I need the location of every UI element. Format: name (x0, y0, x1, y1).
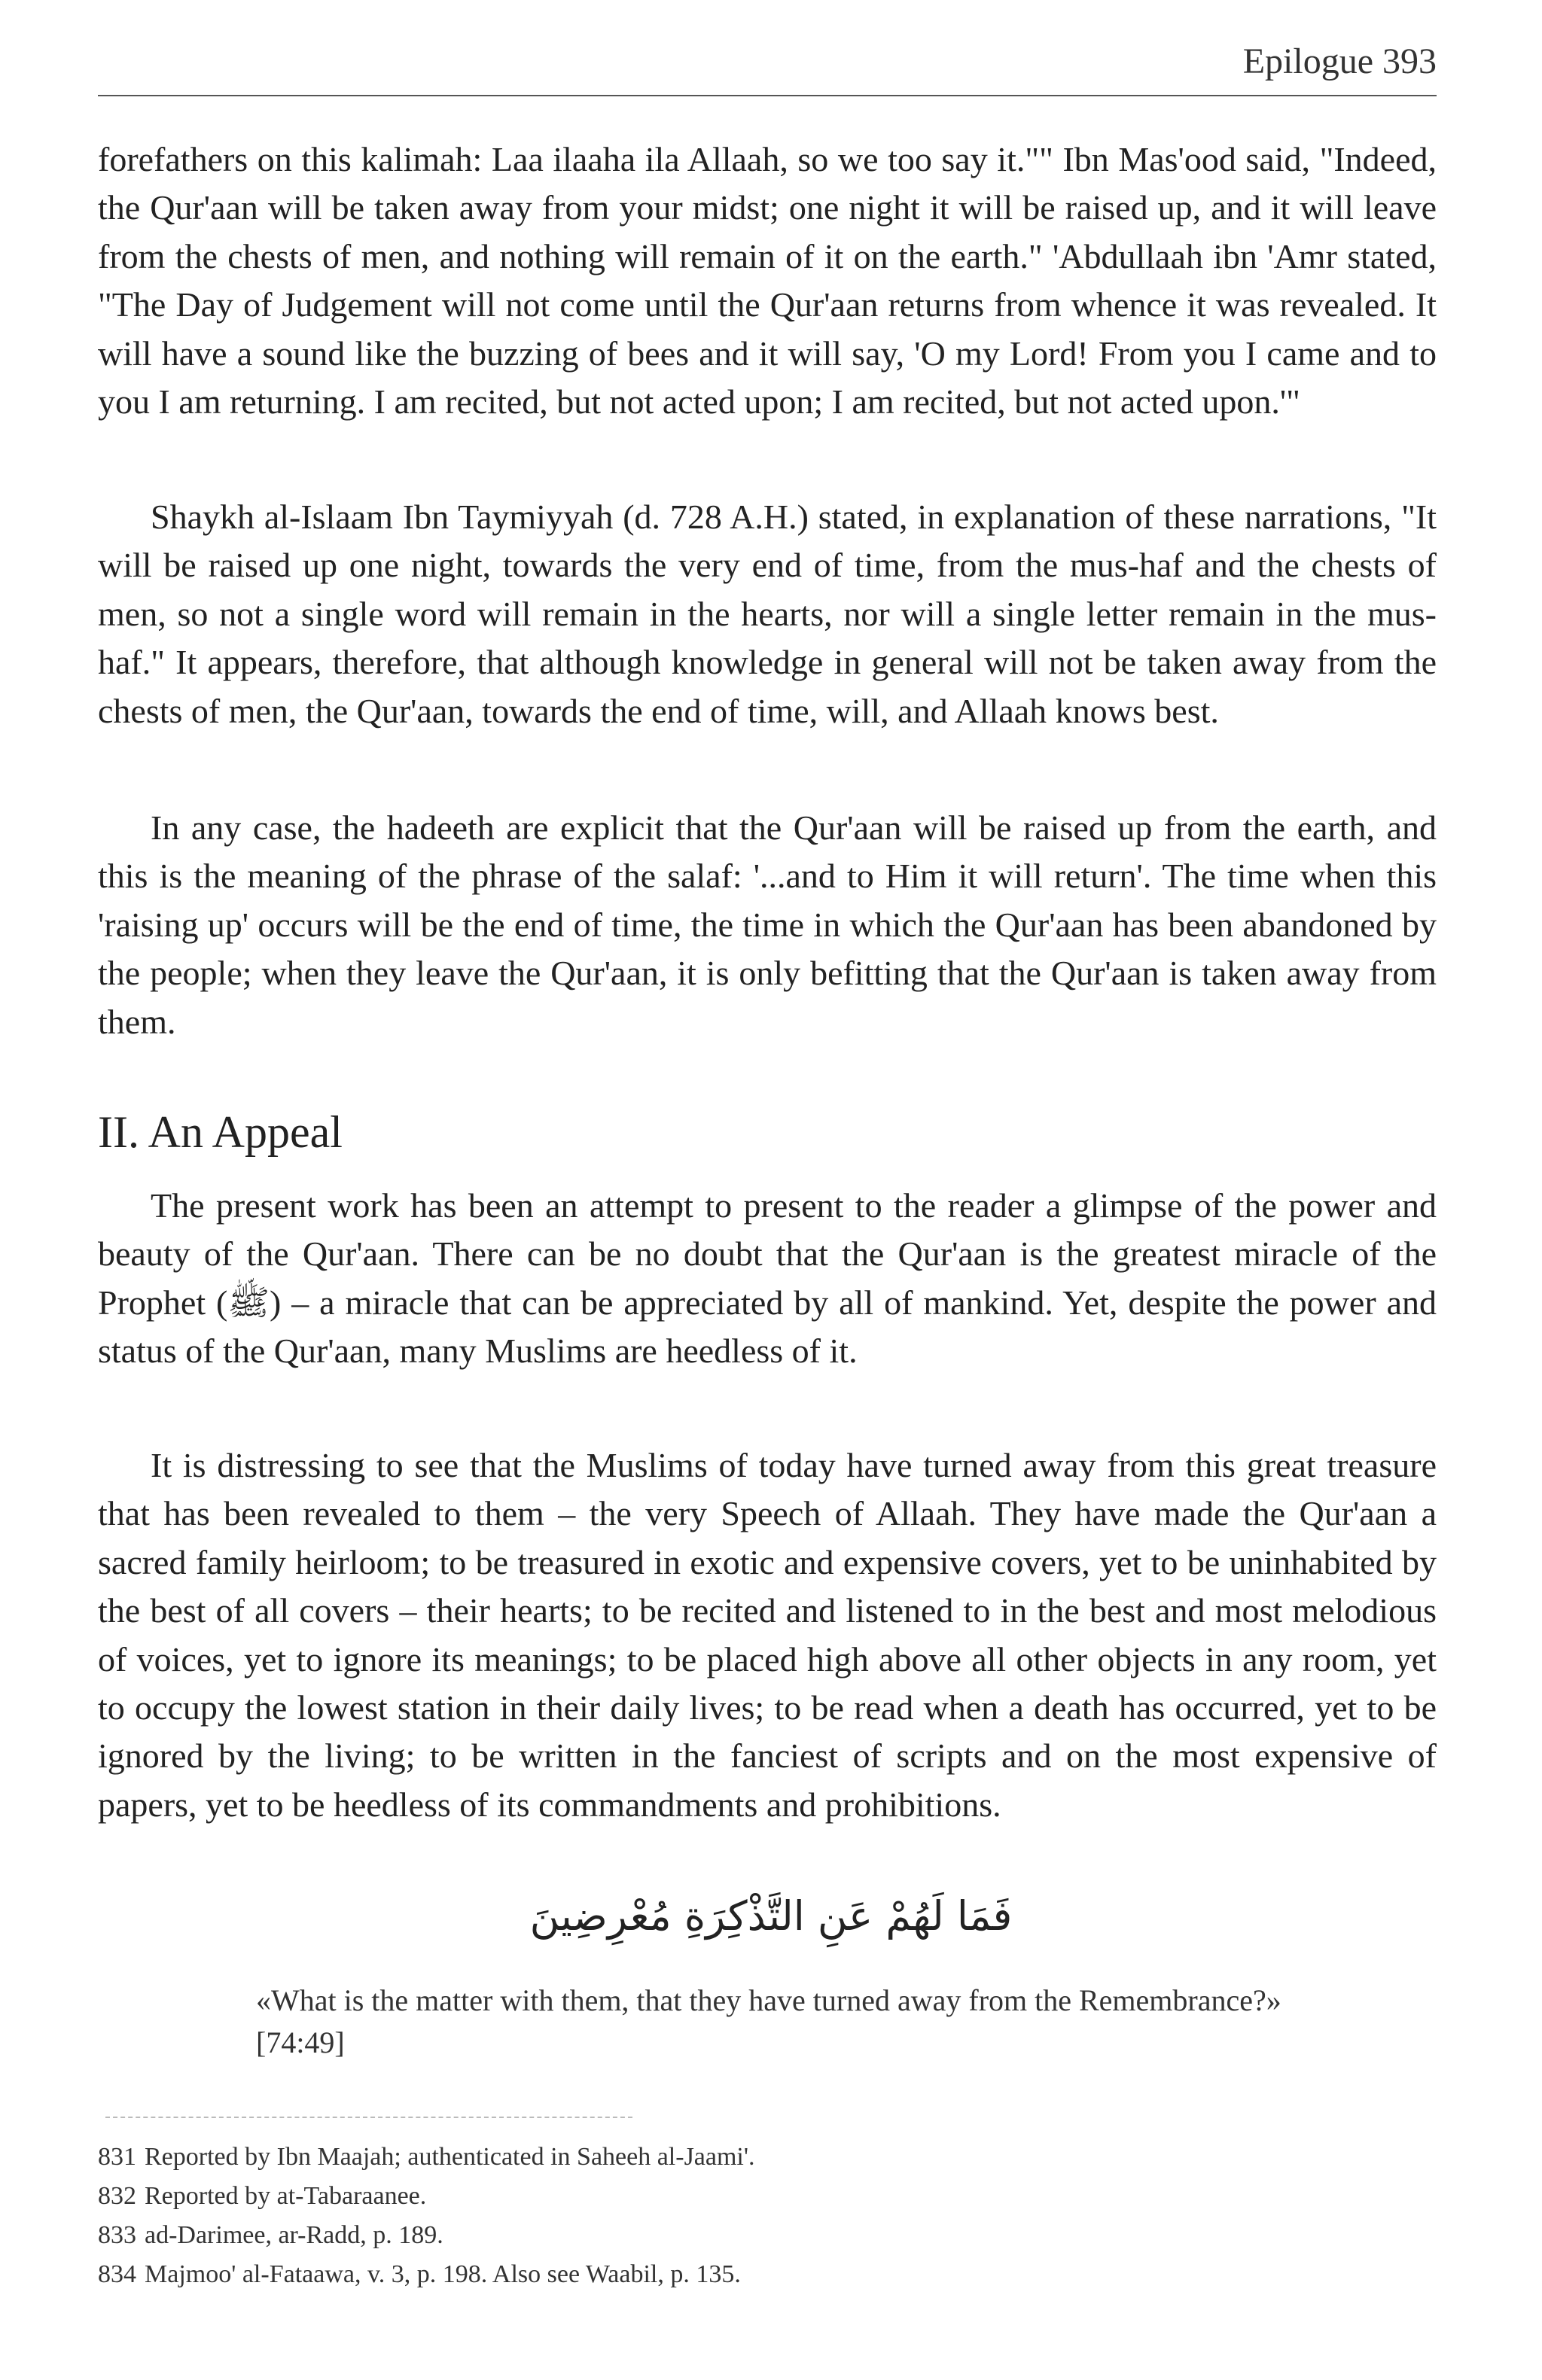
paragraph-text: forefathers on this kalimah: Laa ilaaha ila Allaah, so we too say it."" Ibn Mas'ood said, "Indeed, the Qur'aan will be taken away from your midst; one night it will be raised up, and it will leave from the chests of men, and nothing will remain of it on the earth." 'Abdullaah ibn 'Amr stated, "The Day of Judgement will not come until the Qur'aan returns from whence it was revealed. It will have a sound like the buzzing of bees and it will say, 'O my Lord! From you I came and to you I am returning. I am recited, but not acted upon; I am recited, but not acted upon.'" (98, 140, 1437, 422)
footnote-divider (105, 2117, 632, 2118)
arabic-verse: فَمَا لَهُمْ عَنِ التَّذْكِرَةِ مُعْرِضِينَ (529, 1892, 1013, 1940)
paragraph-2 (98, 493, 1437, 735)
paragraph-text: It is distressing to see that the Muslims of today have turned away from this great treasure that has been revealed to them – the very Speech of Allaah. They have made the Qur'aan a sacred family heirloom; to be treasured in exotic and expensive covers, yet to be uninhabited by the best of all covers – their hearts; to be recited and listened to in the best and most melodious of voices, yet to ignore its meanings; to be placed high above all other objects in any room, yet to occupy the lowest station in their daily lives; to be read when a death has occurred, yet to be ignored by the living; to be written in the fanciest of scripts and on the most expensive of papers, yet to be heedless of its commandments and prohibitions. (98, 1446, 1437, 1824)
footnote-number: 833 (98, 2221, 136, 2249)
paragraph-text: In any case, the hadeeth are explicit that the Qur'aan will be raised up from the earth, and this is the meaning of the phrase of the salaf: '...and to Him it will return'. The time when this 'raising up' occurs will be the end of time, the time in which the Qur'aan has been abandoned by the people; when they leave the Qur'aan, it is only befitting that the Qur'aan is taken away from them. (98, 808, 1437, 1041)
footnote-text: Majmoo' al-Fataawa, v. 3, p. 198. Also see Waabil, p. 135. (145, 2260, 741, 2288)
footnote-number: 832 (98, 2182, 136, 2210)
footnote-text: ad-Darimee, ar-Radd, p. 189. (145, 2221, 443, 2249)
footnote-number: 831 (98, 2143, 136, 2171)
footnote-number: 834 (98, 2260, 136, 2288)
paragraph-text: The present work has been an attempt to present to the reader a glimpse of the power and beauty of the Qur'aan. There can be no doubt that the Qur'aan is the greatest miracle of the Prophet (ﷺ) – a miracle that can be appreciated by all of mankind. Yet, despite the power and status of the Qur'aan, many Muslims are heedless of it. (98, 1186, 1437, 1371)
paragraph-1 (98, 135, 1437, 426)
paragraph-text: Shaykh al-Islaam Ibn Taymiyyah (d. 728 A.H.) stated, in explanation of these narrations, "It will be raised up one night, towards the very end of time, from the mus-haf and the chests of men, so not a single word will remain in the hearts, nor will a single letter remain in the mus-haf." It appears, therefore, that although knowledge in general will not be taken away from the chests of men, the Qur'aan, towards the end of time, will, and Allaah knows best. (98, 498, 1437, 730)
footnote-item (98, 2216, 1378, 2255)
footnote-text: Reported by at-Tabaraanee. (145, 2182, 427, 2210)
running-title: Epilogue 393 (1242, 41, 1437, 81)
footnote-item (98, 2138, 1378, 2177)
footnote-item (98, 2255, 1378, 2294)
page-header (98, 35, 1437, 96)
footnote-item (98, 2177, 1378, 2216)
paragraph-3 (98, 804, 1437, 1046)
footnotes (98, 2138, 1378, 2294)
appeal-paragraph-2 (98, 1441, 1437, 1829)
verse-translation: «What is the matter with them, that they have turned away from the Remembrance?» [74:49] (256, 1983, 1281, 2059)
section-heading: II. An Appeal (98, 1107, 343, 1157)
appeal-paragraph-1 (98, 1182, 1437, 1376)
footnote-text: Reported by Ibn Maajah; authenticated in Saheeh al-Jaami'. (145, 2143, 755, 2171)
